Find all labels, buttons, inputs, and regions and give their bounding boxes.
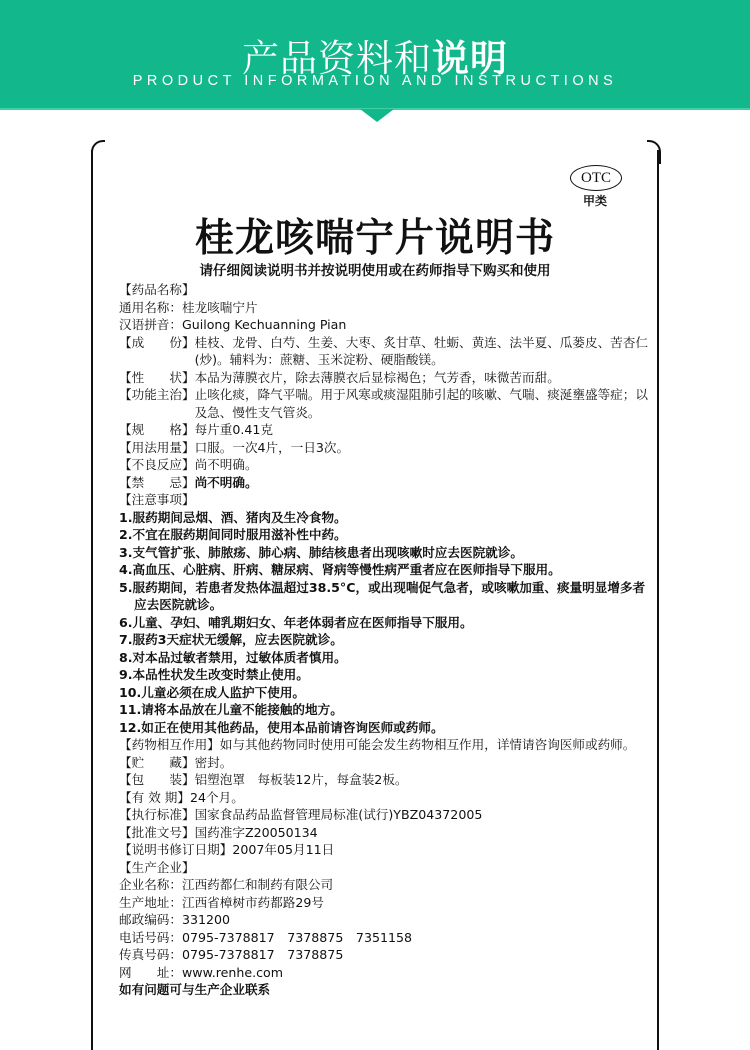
maker-header: 【生产企业】: [119, 859, 195, 875]
maker-field: [119, 946, 649, 964]
maker-field-label: 邮政编码：: [119, 912, 182, 927]
info-section: [119, 789, 649, 807]
info-section-value: 国家食品药品监督管理局标准(试行)YBZ04372005: [194, 807, 483, 822]
maker-field-value: 江西省樟树市药都路29号: [181, 894, 324, 910]
info-section-value: 铝塑泡罩 每板装12片，每盒装2板。: [194, 772, 408, 787]
maker-field-label: 电话号码：: [119, 929, 182, 945]
maker-field-value: www.renhe.com: [181, 964, 283, 980]
info-section: [119, 334, 649, 369]
info-section-label: 【说明书修订日期】: [119, 842, 233, 857]
maker-field: [119, 911, 649, 929]
info-section: [119, 771, 649, 789]
info-section-value: 24个月。: [189, 789, 244, 805]
maker-field-value: 331200: [181, 912, 231, 927]
paper-edge-right: [657, 150, 659, 1050]
info-section-value: 本品为薄膜衣片，除去薄膜衣后显棕褐色；气芳香，味微苦而甜。: [194, 369, 560, 385]
info-section: [119, 421, 649, 439]
precaution-item: 5.服药期间，若患者发热体温超过38.5°C，或出现喘促气急者，或咳嗽加重、痰量明显增多者应去医院就诊。: [119, 579, 646, 612]
info-section-label: 【用法用量】: [119, 439, 195, 455]
info-section-value: 国药准字Z20050134: [194, 824, 318, 840]
info-section-value: 桂枝、龙骨、白芍、生姜、大枣、炙甘草、牡蛎、黄连、法半夏、瓜蒌皮、苦杏仁(炒)。辅料为：蔗糖、玉米淀粉、硬脂酸镁。: [194, 334, 648, 367]
otc-badge: OTC: [570, 165, 622, 191]
info-section-label: 【禁 忌】: [119, 474, 195, 490]
drug-name-header: 【药品名称】: [119, 282, 195, 297]
maker-field-label: 企业名称：: [119, 877, 182, 892]
banner-title-bold: 说明: [432, 37, 508, 80]
precaution-item: 9.本品性状发生改变时禁止使用。: [119, 667, 309, 682]
info-section-label: 【包 装】: [119, 772, 195, 787]
pinyin-name: 汉语拼音：Guilong Kechuanning Pian: [119, 317, 347, 332]
maker-field-value: 江西药都仁和制药有限公司: [181, 877, 334, 892]
paper-edge-left: [91, 150, 93, 1050]
info-section-value: 尚不明确。: [194, 474, 258, 490]
info-section: [119, 841, 649, 859]
info-section: [119, 754, 649, 772]
info-section: [119, 456, 649, 474]
precaution-item: 7.服药3天症状无缓解，应去医院就诊。: [119, 632, 343, 647]
banner-pointer-icon: [360, 109, 394, 122]
maker-field: [119, 876, 649, 894]
info-section-value: 每片重0.41克: [194, 422, 273, 437]
info-section-label: 【成 份】: [119, 334, 195, 350]
info-section-label: 【性 状】: [119, 369, 195, 385]
info-section: [119, 439, 649, 457]
info-section-value: 如与其他药物同时使用可能会发生药物相互作用，详情请咨询医师或药师。: [219, 737, 636, 752]
info-section-label: 【批准文号】: [119, 824, 195, 840]
info-section: [119, 736, 649, 754]
info-section: [119, 369, 649, 387]
leaflet-content: [119, 281, 649, 999]
banner-title-light: 产品资料和: [242, 37, 432, 80]
maker-field-label: 网 址：: [119, 964, 182, 980]
otc-class-label: 甲类: [583, 194, 608, 208]
precaution-item: 11.请将本品放在儿童不能接触的地方。: [119, 702, 343, 717]
info-section-label: 【功能主治】: [119, 387, 195, 402]
info-section-label: 【执行标准】: [119, 807, 195, 822]
info-section-label: 【不良反应】: [119, 457, 195, 472]
precaution-item: 6.儿童、孕妇、哺乳期妇女、年老体弱者应在医师指导下服用。: [119, 614, 473, 630]
maker-field-value: 0795-7378817 7378875 7351158: [181, 929, 413, 945]
precaution-item: 10.儿童必须在成人监护下使用。: [119, 684, 306, 700]
info-section-value: 密封。: [194, 754, 233, 770]
notes-header: 【注意事项】: [119, 492, 195, 507]
info-section: [119, 806, 649, 824]
info-section: [119, 474, 649, 492]
info-section-value: 2007年05月11日: [232, 842, 335, 857]
precaution-item: 3.支气管扩张、肺脓疡、肺心病、肺结核患者出现咳嗽时应去医院就诊。: [119, 544, 523, 560]
banner-subtitle: PRODUCT INFORMATION AND INSTRUCTIONS: [132, 73, 618, 89]
paper-curl-left: [91, 140, 105, 164]
info-section-label: 【规 格】: [119, 422, 195, 437]
precaution-item: 12.如正在使用其他药品，使用本品前请咨询医师或药师。: [119, 719, 444, 735]
maker-field: [119, 929, 649, 947]
info-section-label: 【有 效 期】: [119, 789, 190, 805]
document-subtitle: 请仔细阅读说明书并按说明使用或在药师指导下购买和使用: [199, 263, 551, 279]
generic-name: 通用名称：桂龙咳喘宁片: [119, 299, 258, 315]
maker-field-value: 0795-7378817 7378875: [181, 947, 344, 962]
precaution-item: 1.服药期间忌烟、酒、猪肉及生冷食物。: [119, 509, 347, 525]
info-section-value: 口服。一次4片，一日3次。: [194, 439, 350, 455]
contact-footer: 如有问题可与生产企业联系: [119, 982, 271, 997]
maker-field-label: 生产地址：: [119, 894, 182, 910]
info-section-value: 尚不明确。: [194, 457, 258, 472]
info-section-label: 【药物相互作用】: [119, 737, 220, 752]
maker-field-label: 传真号码：: [119, 947, 182, 962]
document-title: 桂龙咳喘宁片说明书: [194, 216, 555, 261]
precaution-item: 4.高血压、心脏病、肝病、糖尿病、肾病等慢性病严重者应在医师指导下服用。: [119, 562, 561, 577]
info-section: [119, 824, 649, 842]
header-banner: [0, 0, 750, 110]
maker-field: [119, 894, 649, 912]
maker-field: [119, 964, 649, 982]
info-section-value: 止咳化痰，降气平喘。用于风寒或痰湿阻肺引起的咳嗽、气喘、痰涎壅盛等症；以及急、慢性支气管炎。: [194, 387, 648, 420]
info-section-label: 【贮 藏】: [119, 754, 195, 770]
precaution-item: 2.不宜在服药期间同时服用滋补性中药。: [119, 527, 347, 542]
precaution-item: 8.对本品过敏者禁用，过敏体质者慎用。: [119, 649, 347, 665]
info-section: [119, 386, 649, 421]
